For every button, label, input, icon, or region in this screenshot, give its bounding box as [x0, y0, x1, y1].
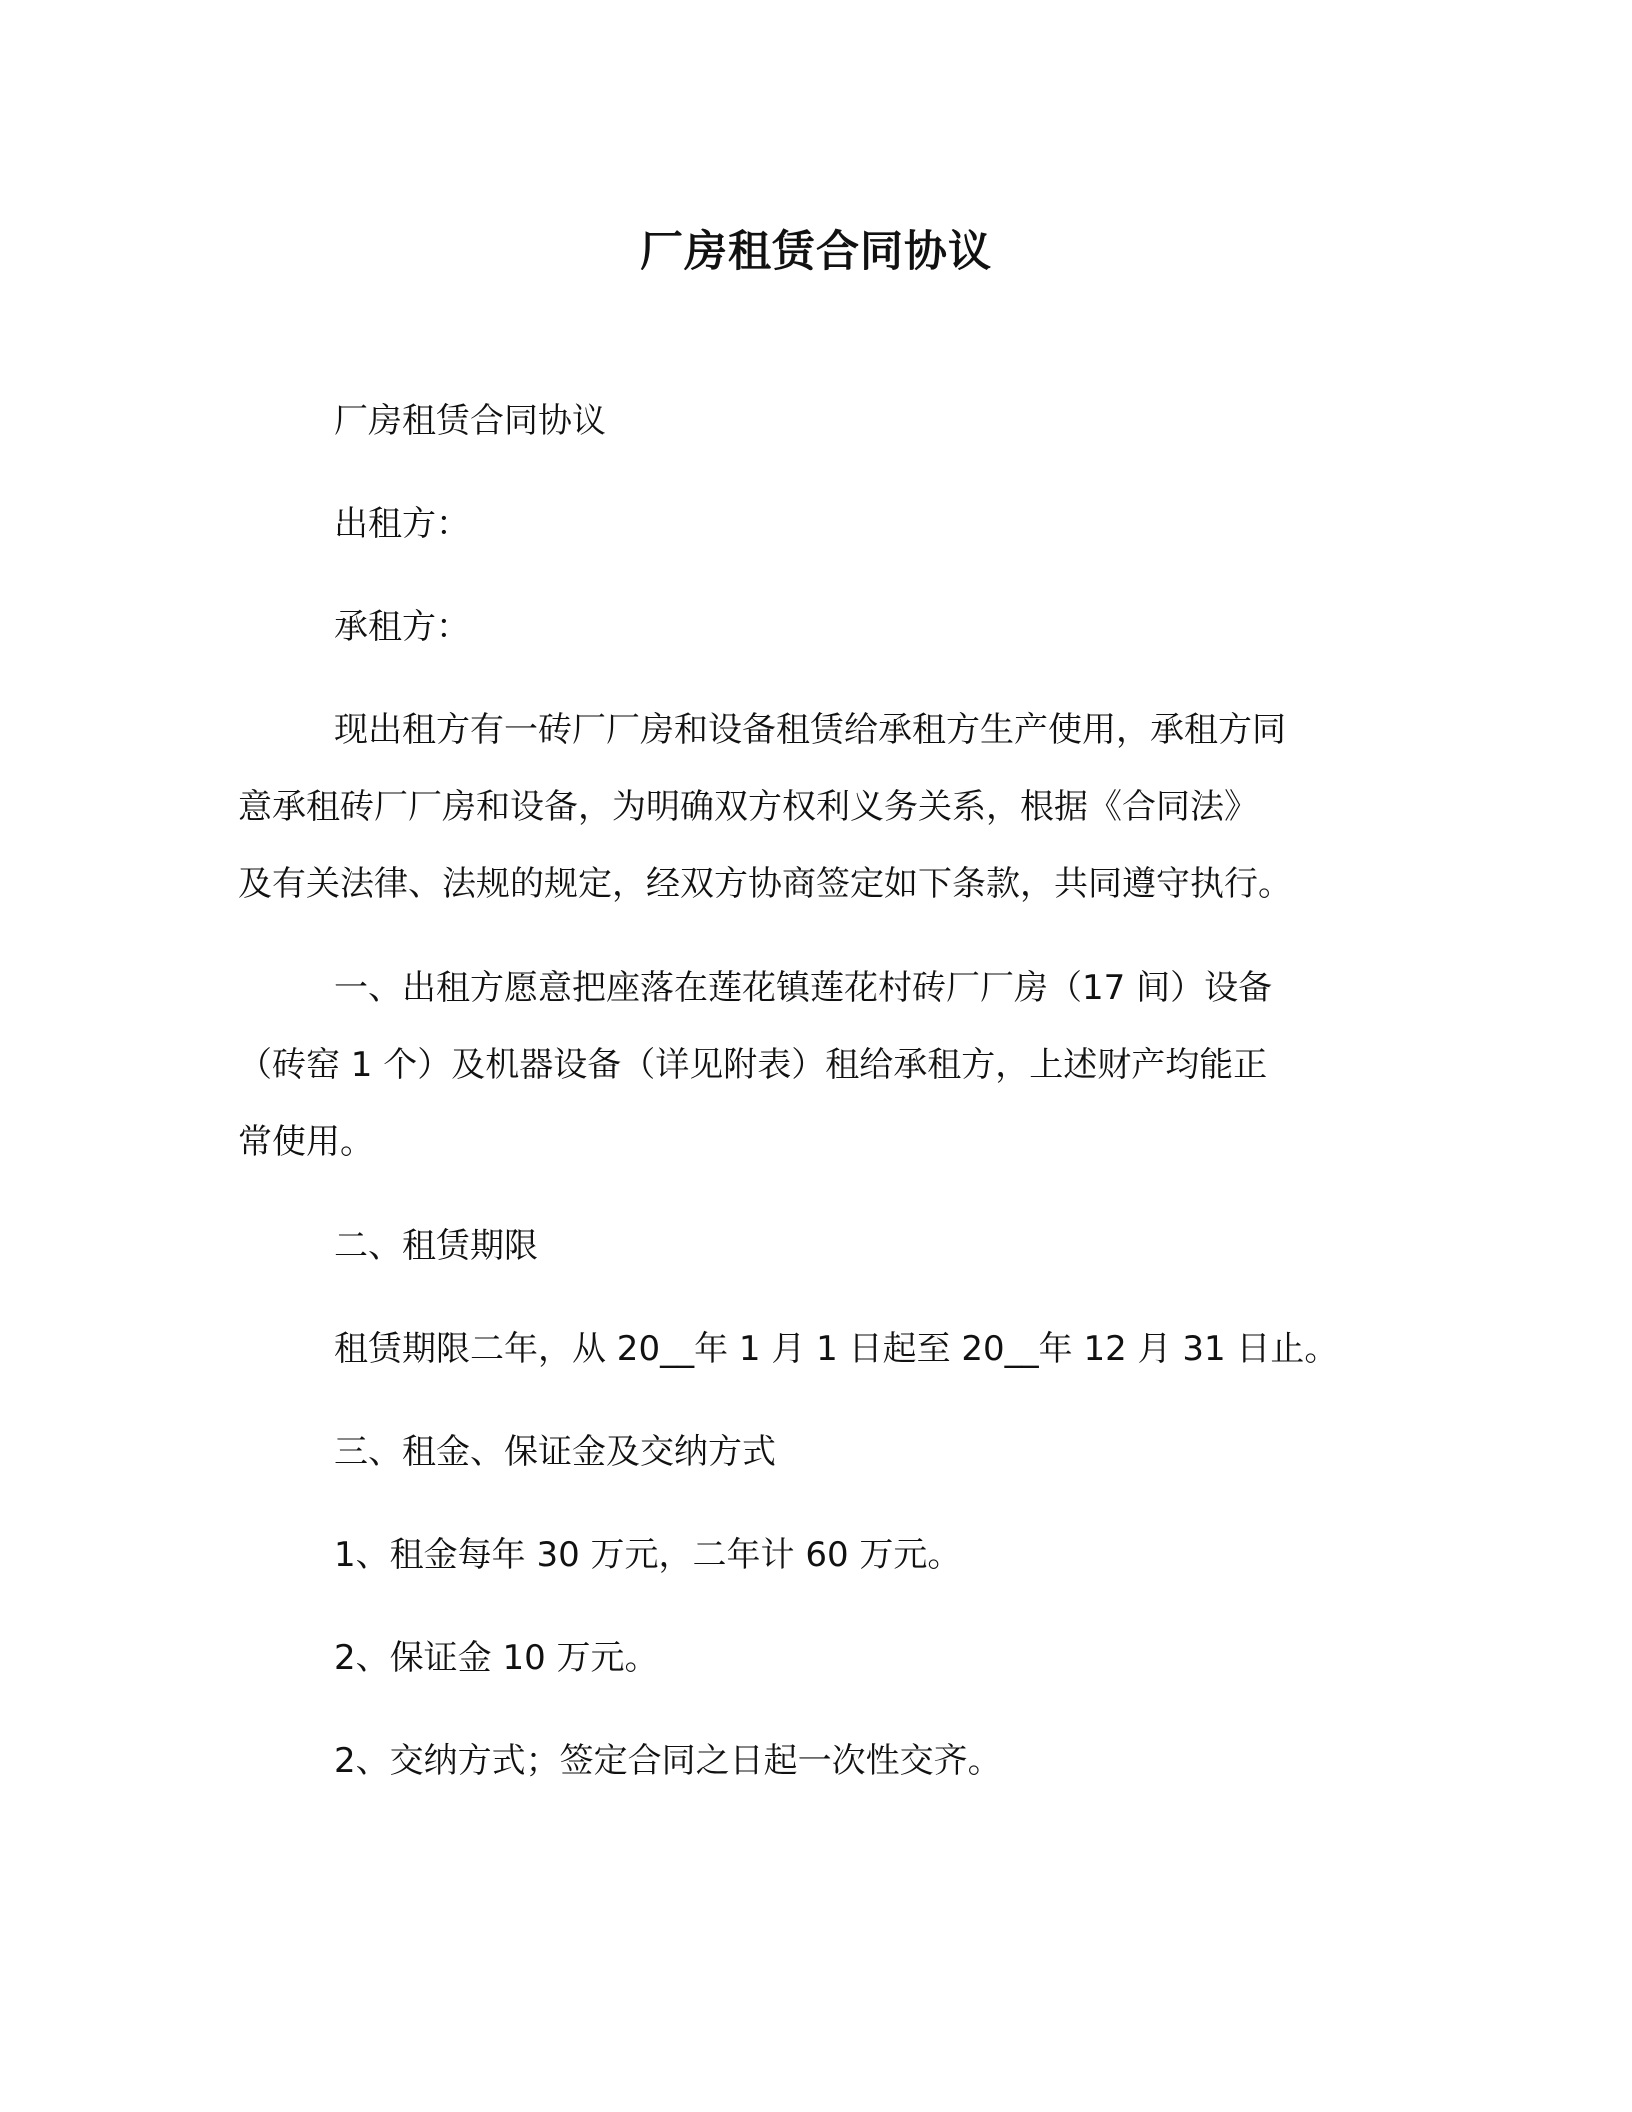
- rent-line: 1、租金每年 30 万元，二年计 60 万元。: [334, 1535, 962, 1575]
- deposit-line: 2、保证金 10 万元。: [334, 1638, 659, 1678]
- subtitle-line: 厂房租赁合同协议: [334, 401, 606, 441]
- preamble-line-3: 及有关法律、法规的规定，经双方协商签定如下条款，共同遵守执行。: [238, 864, 1292, 904]
- lessee-line: 承租方：: [334, 607, 470, 647]
- clause-1-line-1: 一、出租方愿意把座落在莲花镇莲花村砖厂厂房（17 间）设备: [334, 968, 1273, 1008]
- lease-term-line: 租赁期限二年，从 20__年 1 月 1 日起至 20__年 12 月 31 日止。: [334, 1329, 1339, 1369]
- clause-1-line-2: （砖窑 1 个）及机器设备（详见附表）租给承租方，上述财产均能正: [238, 1045, 1268, 1085]
- payment-method-line: 2、交纳方式；签定合同之日起一次性交齐。: [334, 1741, 1002, 1781]
- clause-1-line-3: 常使用。: [238, 1122, 374, 1162]
- preamble-line-1: 现出租方有一砖厂厂房和设备租赁给承租方生产使用，承租方同: [334, 710, 1286, 750]
- clause-3-heading: 三、租金、保证金及交纳方式: [334, 1432, 776, 1472]
- clause-2-heading: 二、租赁期限: [334, 1226, 538, 1266]
- lessor-line: 出租方：: [334, 504, 470, 544]
- document-title: 厂房租赁合同协议: [640, 227, 992, 277]
- preamble-line-2: 意承租砖厂厂房和设备，为明确双方权利义务关系，根据《合同法》: [238, 787, 1258, 827]
